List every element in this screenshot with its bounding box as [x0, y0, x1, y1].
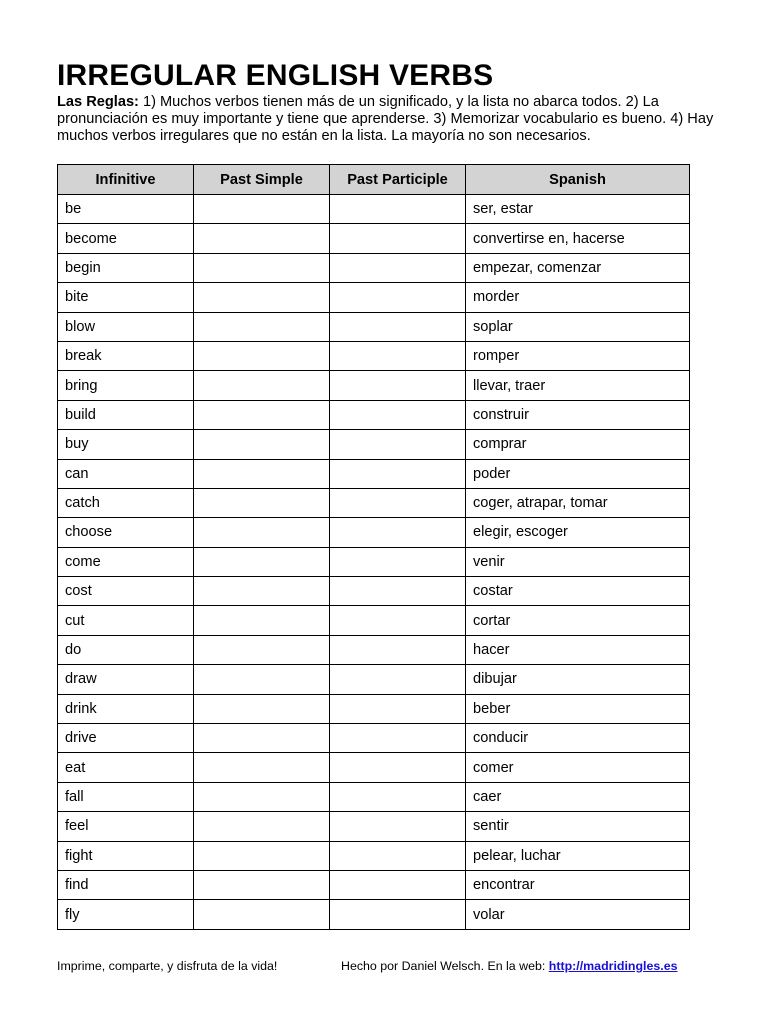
table-row	[58, 488, 690, 517]
spanish-cell: pelear, luchar	[466, 841, 690, 870]
spanish-cell: empezar, comenzar	[466, 253, 690, 282]
spanish-cell: dibujar	[466, 665, 690, 694]
header-past-simple: Past Simple	[194, 165, 330, 195]
infinitive-cell: become	[58, 224, 194, 253]
table-row	[58, 577, 690, 606]
table-header-row	[58, 165, 690, 195]
past-participle-cell	[330, 488, 466, 517]
spanish-cell: beber	[466, 694, 690, 723]
past-participle-cell	[330, 782, 466, 811]
infinitive-cell: begin	[58, 253, 194, 282]
past-simple-cell	[194, 694, 330, 723]
infinitive-cell: eat	[58, 753, 194, 782]
table-row	[58, 812, 690, 841]
past-participle-cell	[330, 459, 466, 488]
spanish-cell: elegir, escoger	[466, 518, 690, 547]
rules-text: 1) Muchos verbos tienen más de un significado, y la lista no abarca todos. 2) La pronunciación es muy importante y tiene que aprenderse. 3) Memorizar vocabulario es bueno. 4) Hay muchos verbos irregulares que no están en la lista. La mayoría no son necesarios.	[57, 94, 714, 144]
table-row	[58, 371, 690, 400]
spanish-cell: comer	[466, 753, 690, 782]
past-simple-cell	[194, 724, 330, 753]
past-participle-cell	[330, 371, 466, 400]
table-row	[58, 253, 690, 282]
infinitive-cell: fly	[58, 900, 194, 929]
table-row	[58, 606, 690, 635]
past-participle-cell	[330, 606, 466, 635]
infinitive-cell: catch	[58, 488, 194, 517]
past-participle-cell	[330, 400, 466, 429]
spanish-cell: encontrar	[466, 870, 690, 899]
table-row	[58, 841, 690, 870]
infinitive-cell: drive	[58, 724, 194, 753]
spanish-cell: venir	[466, 547, 690, 576]
table-row	[58, 635, 690, 664]
table-row	[58, 900, 690, 929]
spanish-cell: convertirse en, hacerse	[466, 224, 690, 253]
past-participle-cell	[330, 900, 466, 929]
past-simple-cell	[194, 900, 330, 929]
past-participle-cell	[330, 753, 466, 782]
past-simple-cell	[194, 400, 330, 429]
past-simple-cell	[194, 753, 330, 782]
past-participle-cell	[330, 253, 466, 282]
table-row	[58, 312, 690, 341]
spanish-cell: ser, estar	[466, 195, 690, 224]
infinitive-cell: fall	[58, 782, 194, 811]
spanish-cell: poder	[466, 459, 690, 488]
past-participle-cell	[330, 341, 466, 370]
past-participle-cell	[330, 518, 466, 547]
past-participle-cell	[330, 635, 466, 664]
past-participle-cell	[330, 195, 466, 224]
past-simple-cell	[194, 371, 330, 400]
past-simple-cell	[194, 841, 330, 870]
infinitive-cell: come	[58, 547, 194, 576]
spanish-cell: morder	[466, 283, 690, 312]
table-row	[58, 430, 690, 459]
spanish-cell: volar	[466, 900, 690, 929]
past-simple-cell	[194, 606, 330, 635]
infinitive-cell: be	[58, 195, 194, 224]
footer-tagline: Imprime, comparte, y disfruta de la vida!	[57, 959, 278, 973]
spanish-cell: construir	[466, 400, 690, 429]
past-simple-cell	[194, 665, 330, 694]
infinitive-cell: choose	[58, 518, 194, 547]
past-participle-cell	[330, 870, 466, 899]
past-simple-cell	[194, 870, 330, 899]
past-simple-cell	[194, 547, 330, 576]
past-simple-cell	[194, 812, 330, 841]
table-row	[58, 547, 690, 576]
past-participle-cell	[330, 694, 466, 723]
spanish-cell: conducir	[466, 724, 690, 753]
past-participle-cell	[330, 841, 466, 870]
table-row	[58, 694, 690, 723]
past-simple-cell	[194, 283, 330, 312]
past-simple-cell	[194, 430, 330, 459]
past-simple-cell	[194, 224, 330, 253]
spanish-cell: cortar	[466, 606, 690, 635]
infinitive-cell: find	[58, 870, 194, 899]
past-participle-cell	[330, 665, 466, 694]
spanish-cell: comprar	[466, 430, 690, 459]
footer-credit-text: Hecho por Daniel Welsch. En la web:	[341, 959, 549, 973]
spanish-cell: hacer	[466, 635, 690, 664]
footer-credit	[341, 959, 678, 973]
table-row	[58, 459, 690, 488]
past-participle-cell	[330, 812, 466, 841]
past-participle-cell	[330, 283, 466, 312]
infinitive-cell: bite	[58, 283, 194, 312]
infinitive-cell: do	[58, 635, 194, 664]
table-row	[58, 782, 690, 811]
spanish-cell: soplar	[466, 312, 690, 341]
infinitive-cell: feel	[58, 812, 194, 841]
table-row	[58, 341, 690, 370]
past-simple-cell	[194, 635, 330, 664]
infinitive-cell: build	[58, 400, 194, 429]
header-infinitive: Infinitive	[58, 165, 194, 195]
past-simple-cell	[194, 253, 330, 282]
table-row	[58, 195, 690, 224]
infinitive-cell: buy	[58, 430, 194, 459]
past-participle-cell	[330, 430, 466, 459]
past-participle-cell	[330, 577, 466, 606]
past-simple-cell	[194, 782, 330, 811]
table-row	[58, 224, 690, 253]
past-participle-cell	[330, 224, 466, 253]
website-link[interactable]: http://madridingles.es	[548, 959, 678, 973]
infinitive-cell: bring	[58, 371, 194, 400]
past-simple-cell	[194, 459, 330, 488]
spanish-cell: romper	[466, 341, 690, 370]
table-row	[58, 665, 690, 694]
table-body	[58, 195, 690, 930]
infinitive-cell: can	[58, 459, 194, 488]
infinitive-cell: cut	[58, 606, 194, 635]
verbs-table	[57, 164, 690, 930]
spanish-cell: caer	[466, 782, 690, 811]
past-simple-cell	[194, 577, 330, 606]
table-row	[58, 283, 690, 312]
table-row	[58, 870, 690, 899]
infinitive-cell: blow	[58, 312, 194, 341]
past-participle-cell	[330, 724, 466, 753]
rules-paragraph	[57, 94, 717, 145]
spanish-cell: costar	[466, 577, 690, 606]
spanish-cell: llevar, traer	[466, 371, 690, 400]
past-participle-cell	[330, 312, 466, 341]
table-row	[58, 518, 690, 547]
past-simple-cell	[194, 488, 330, 517]
header-spanish: Spanish	[466, 165, 690, 195]
infinitive-cell: draw	[58, 665, 194, 694]
header-past-participle: Past Participle	[330, 165, 466, 195]
table-row	[58, 753, 690, 782]
past-participle-cell	[330, 547, 466, 576]
past-simple-cell	[194, 312, 330, 341]
rules-label: Las Reglas:	[57, 94, 139, 110]
spanish-cell: coger, atrapar, tomar	[466, 488, 690, 517]
past-simple-cell	[194, 518, 330, 547]
past-simple-cell	[194, 341, 330, 370]
infinitive-cell: fight	[58, 841, 194, 870]
spanish-cell: sentir	[466, 812, 690, 841]
infinitive-cell: cost	[58, 577, 194, 606]
past-simple-cell	[194, 195, 330, 224]
page-title: IRREGULAR ENGLISH VERBS	[57, 59, 494, 92]
table-row	[58, 400, 690, 429]
table-row	[58, 724, 690, 753]
infinitive-cell: drink	[58, 694, 194, 723]
infinitive-cell: break	[58, 341, 194, 370]
